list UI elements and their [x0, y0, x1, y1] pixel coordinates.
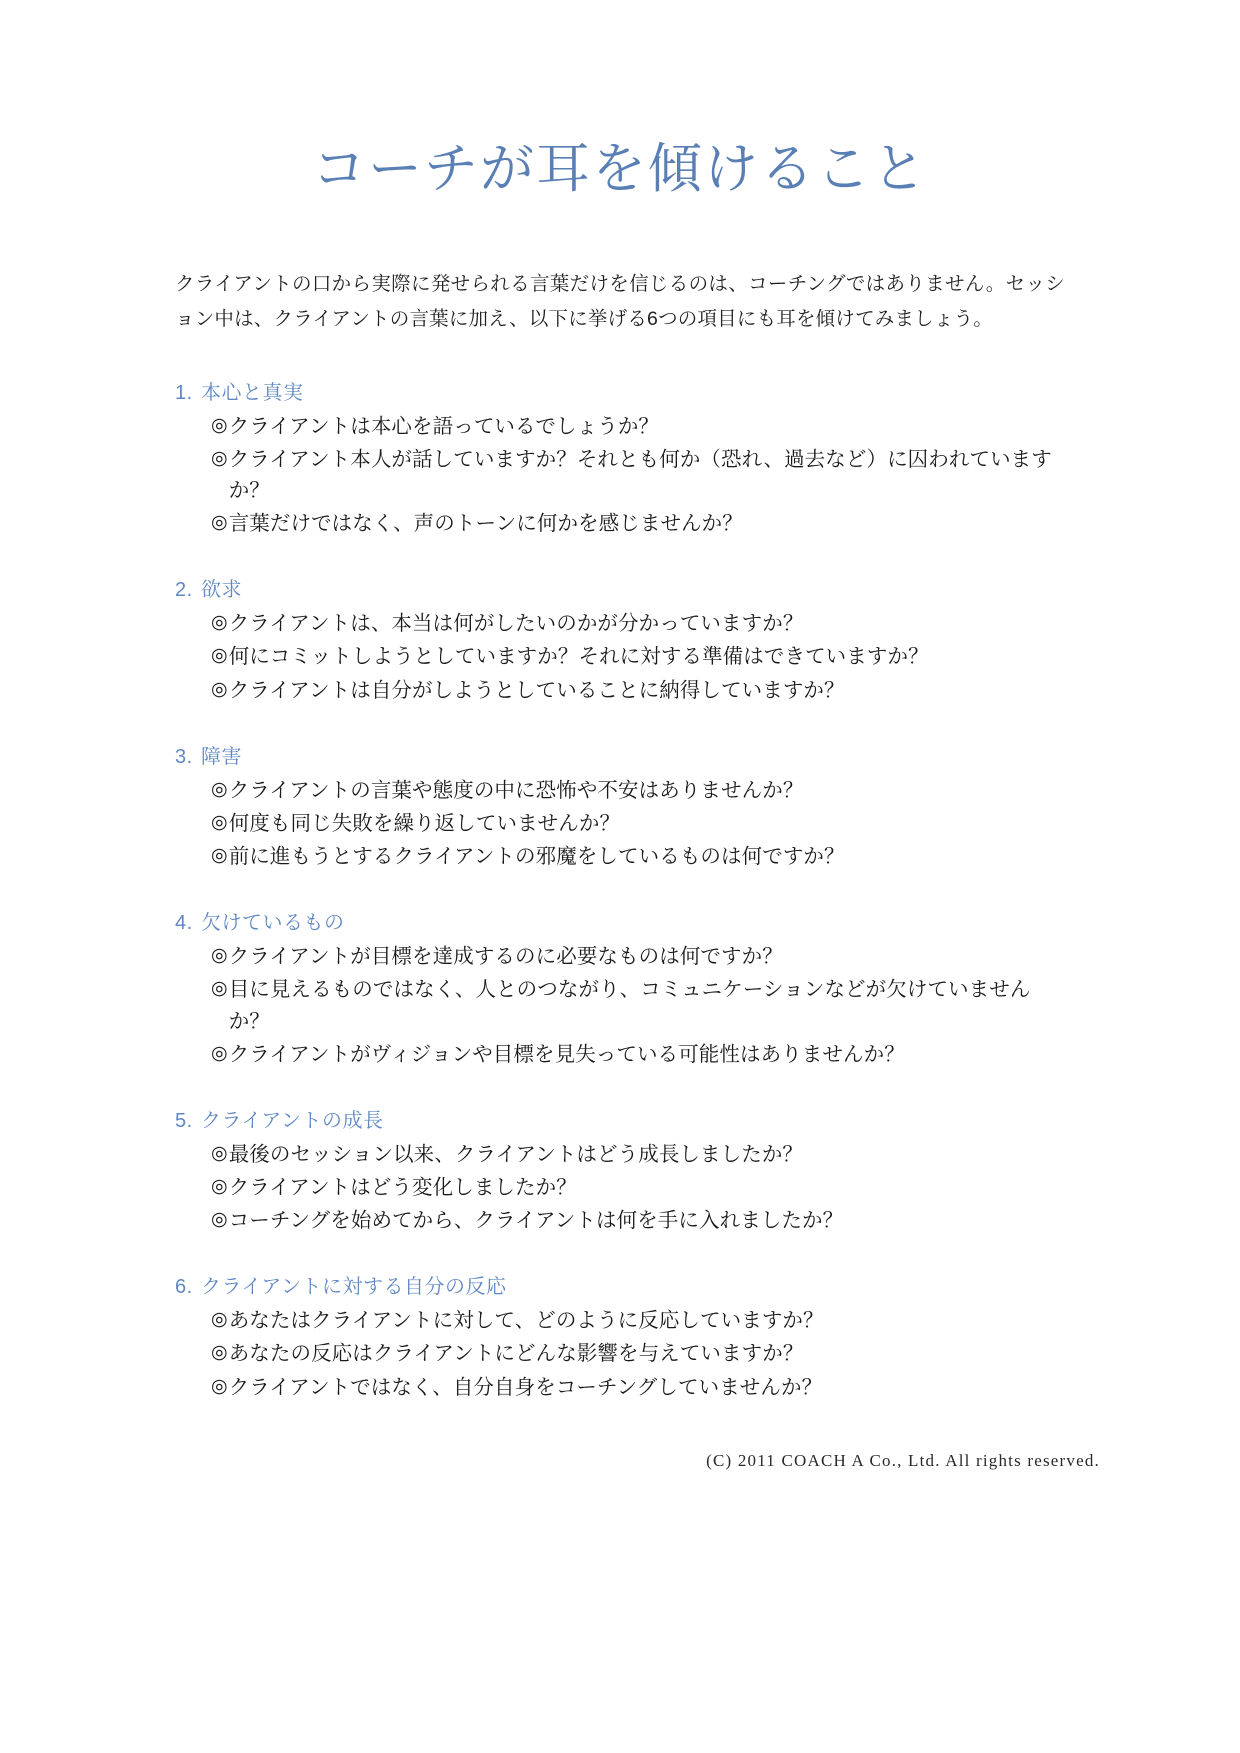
list-item [211, 808, 1065, 839]
bullet-icon: ◎ [211, 414, 228, 436]
list-item [211, 1338, 1065, 1369]
list-item [211, 641, 1065, 672]
list-item [211, 1305, 1065, 1336]
list-item-text: クライアントがヴィジョンや目標を見失っている可能性はありませんか？ [228, 1042, 905, 1066]
section-title: 欲求 [201, 579, 242, 602]
list-item [211, 508, 1065, 539]
page-title: コーチが耳を傾けること [312, 139, 928, 199]
section [0, 1270, 1240, 1402]
question-list [175, 608, 1065, 705]
list-item-text: クライアントではなく、自分自身をコーチングしていませんか？ [228, 1375, 823, 1399]
list-item-text: 前に進もうとするクライアントの邪魔をしているものは何ですか？ [228, 845, 845, 869]
bullet-icon: ◎ [211, 845, 228, 867]
section [0, 740, 1240, 872]
list-item-text: クライアントは、本当は何がしたいのかが分かっていますか？ [228, 612, 804, 636]
section-heading [175, 573, 1065, 602]
copyright-footer: (C) 2011 COACH A Co., Ltd. All rights reserved. [706, 1451, 1100, 1470]
section-heading [175, 1270, 1065, 1299]
section [0, 906, 1240, 1070]
section-number: 3. [175, 745, 193, 768]
list-item-text: クライアント本人が話していますか？それとも何か（恐れ、過去など）に囚われていますか？ [228, 447, 1052, 502]
bullet-icon: ◎ [211, 945, 228, 967]
list-item [211, 941, 1065, 972]
section-number: 5. [175, 1109, 193, 1132]
bullet-icon: ◎ [211, 811, 228, 833]
bullet-icon: ◎ [211, 1142, 228, 1164]
list-item [211, 775, 1065, 806]
list-item-text: あなたの反応はクライアントにどんな影響を与えていますか？ [228, 1342, 804, 1366]
bullet-icon: ◎ [211, 645, 228, 667]
section-number: 6. [175, 1276, 193, 1299]
question-list [175, 775, 1065, 872]
bullet-icon: ◎ [211, 447, 228, 469]
bullet-icon: ◎ [211, 1375, 228, 1397]
list-item-text: 言葉だけではなく、声のトーンに何かを感じませんか？ [228, 512, 743, 536]
list-item [211, 444, 1065, 506]
bullet-icon: ◎ [211, 1042, 228, 1064]
sections-list [0, 376, 1240, 1403]
list-item-text: 何度も同じ失敗を繰り返していませんか？ [228, 811, 621, 835]
bullet-icon: ◎ [211, 1309, 228, 1331]
section-title: 本心と真実 [201, 381, 304, 404]
bullet-icon: ◎ [211, 1209, 228, 1231]
bullet-icon: ◎ [211, 678, 228, 700]
intro-paragraph: クライアントの口から実際に発せられる言葉だけを信じるのは、コーチングではありません。セッション中は、クライアントの言葉に加え、以下に挙げる6つの項目にも耳を傾けてみましょう。 [175, 273, 1065, 330]
list-item [211, 675, 1065, 706]
bullet-icon: ◎ [211, 512, 228, 534]
question-list [175, 411, 1065, 540]
question-list [175, 941, 1065, 1070]
list-item-text: クライアントは本心を語っているでしょうか？ [228, 414, 660, 438]
section-title: 障害 [201, 745, 242, 768]
section-heading [175, 1104, 1065, 1133]
list-item [211, 411, 1065, 442]
question-list [175, 1139, 1065, 1236]
section-title: クライアントの成長 [201, 1109, 384, 1132]
list-item-text: クライアントが目標を達成するのに必要なものは何ですか？ [228, 945, 783, 969]
list-item-text: 最後のセッション以来、クライアントはどう成長しましたか？ [228, 1142, 804, 1166]
section [0, 573, 1240, 705]
list-item [211, 1372, 1065, 1403]
section-number: 4. [175, 912, 193, 935]
list-item-text: クライアントは自分がしようとしていることに納得していますか？ [228, 678, 845, 702]
question-list [175, 1305, 1065, 1402]
section-heading [175, 740, 1065, 769]
section [0, 1104, 1240, 1236]
list-item-text: クライアントはどう変化しましたか？ [228, 1175, 577, 1199]
list-item [211, 1039, 1065, 1070]
list-item-text: コーチングを始めてから、クライアントは何を手に入れましたか？ [228, 1209, 844, 1233]
list-item [211, 1139, 1065, 1170]
bullet-icon: ◎ [211, 612, 228, 634]
bullet-icon: ◎ [211, 1342, 228, 1364]
list-item [211, 1205, 1065, 1236]
list-item-text: クライアントの言葉や態度の中に恐怖や不安はありませんか？ [228, 778, 804, 802]
section-title: 欠けているもの [201, 912, 345, 935]
section-title: クライアントに対する自分の反応 [201, 1276, 507, 1299]
bullet-icon: ◎ [211, 778, 228, 800]
section-heading [175, 376, 1065, 405]
bullet-icon: ◎ [211, 1175, 228, 1197]
list-item [211, 608, 1065, 639]
list-item-text: 目に見えるものではなく、人とのつながり、コミュニケーションなどが欠けていませんか？ [228, 978, 1031, 1033]
list-item [211, 1172, 1065, 1203]
section-number: 2. [175, 579, 193, 602]
section [0, 376, 1240, 540]
section-heading [175, 906, 1065, 935]
bullet-icon: ◎ [211, 978, 228, 1000]
list-item-text: あなたはクライアントに対して、どのように反応していますか？ [228, 1309, 824, 1333]
list-item [211, 841, 1065, 872]
list-item [211, 974, 1065, 1036]
list-item-text: 何にコミットしようとしていますか？それに対する準備はできていますか？ [228, 645, 929, 669]
section-number: 1. [175, 381, 193, 404]
